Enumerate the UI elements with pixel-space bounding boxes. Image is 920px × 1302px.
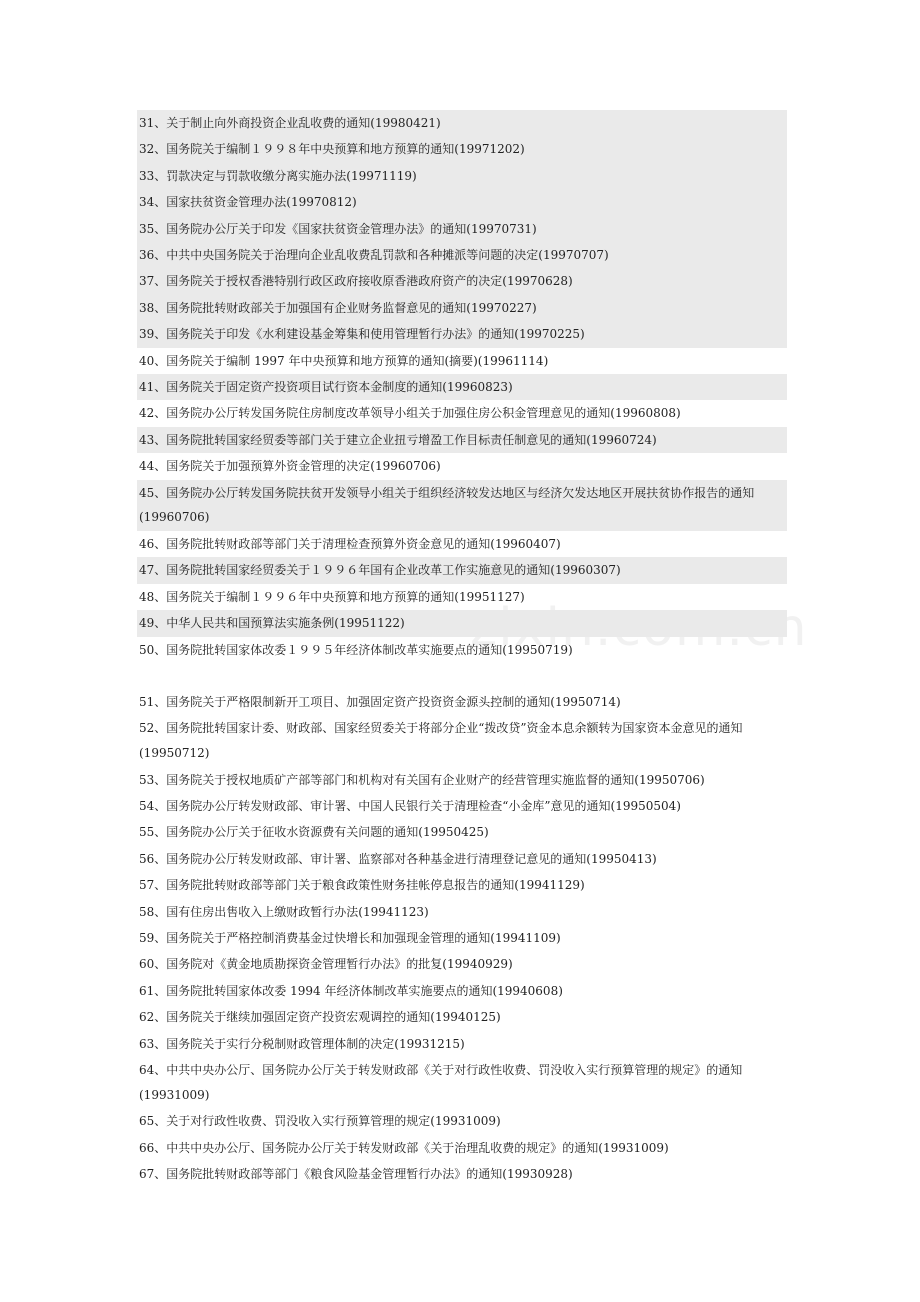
list-item: 53、国务院关于授权地质矿产部等部门和机构对有关国有企业财产的经营管理实施监督的通知(19950706): [139, 772, 705, 787]
list-item: 33、罚款决定与罚款收缴分离实施办法(19971119): [137, 163, 787, 189]
list-item: 52、国务院批转国家计委、财政部、国家经贸委关于将部分企业“拨改贷”资金本息余额转为国家资本金意见的通知(19950712): [139, 721, 743, 760]
list-item: 65、关于对行政性收费、罚没收入实行预算管理的规定(19931009): [139, 1114, 501, 1129]
list-item: 61、国务院批转国家体改委 1994 年经济体制改革实施要点的通知(19940608): [139, 983, 563, 998]
list-item: 45、国务院办公厅转发国务院扶贫开发领导小组关于组织经济较发达地区与经济欠发达地区开展扶贫协作报告的通知(19960706): [137, 480, 787, 531]
list-item: 39、国务院关于印发《水利建设基金筹集和使用管理暂行办法》的通知(19970225): [137, 321, 787, 347]
list-item: 57、国务院批转财政部等部门关于粮食政策性财务挂帐停息报告的通知(19941129): [139, 878, 585, 893]
list-item: 44、国务院关于加强预算外资金管理的决定(19960706): [139, 459, 441, 474]
list-item: 66、中共中央办公厅、国务院办公厅关于转发财政部《关于治理乱收费的规定》的通知(19931009): [139, 1140, 669, 1155]
list-item: 42、国务院办公厅转发国务院住房制度改革领导小组关于加强住房公积金管理意见的通知(19960808): [139, 406, 681, 421]
list-item: 35、国务院办公厅关于印发《国家扶贫资金管理办法》的通知(19970731): [137, 216, 787, 242]
list-item: 46、国务院批转财政部等部门关于清理检查预算外资金意见的通知(19960407): [139, 536, 561, 551]
list-item: 63、国务院关于实行分税制财政管理体制的决定(19931215): [139, 1036, 465, 1051]
list-item: 40、国务院关于编制 1997 年中央预算和地方预算的通知(摘要)(19961114): [139, 353, 549, 368]
list-item: 32、国务院关于编制１９９８年中央预算和地方预算的通知(19971202): [137, 136, 787, 162]
list-item: 34、国家扶贫资金管理办法(19970812): [137, 189, 787, 215]
list-item: 59、国务院关于严格控制消费基金过快增长和加强现金管理的通知(19941109): [139, 930, 561, 945]
list-item: 49、中华人民共和国预算法实施条例(19951122): [137, 610, 787, 636]
list-item: 55、国务院办公厅关于征收水资源费有关问题的通知(19950425): [139, 825, 489, 840]
list-item: 62、国务院关于继续加强固定资产投资宏观调控的通知(19940125): [139, 1010, 501, 1025]
list-item: 43、国务院批转国家经贸委等部门关于建立企业扭亏增盈工作目标责任制意见的通知(19960724): [137, 427, 787, 453]
list-item: 54、国务院办公厅转发财政部、审计署、中国人民银行关于清理检查“小金库”意见的通知(19950504): [139, 798, 681, 813]
list-item: 58、国有住房出售收入上缴财政暂行办法(19941123): [139, 904, 429, 919]
list-item: 31、关于制止向外商投资企业乱收费的通知(19980421): [137, 110, 787, 136]
list-item: 56、国务院办公厅转发财政部、审计署、监察部对各种基金进行清理登记意见的通知(19950413): [139, 851, 657, 866]
list-item: 37、国务院关于授权香港特别行政区政府接收原香港政府资产的决定(19970628): [137, 268, 787, 294]
list-item: 48、国务院关于编制１９９６年中央预算和地方预算的通知(19951127): [139, 589, 525, 604]
list-item: 60、国务院对《黄金地质勘探资金管理暂行办法》的批复(19940929): [139, 957, 513, 972]
section-spacer: [137, 663, 787, 689]
list-item: 67、国务院批转财政部等部门《粮食风险基金管理暂行办法》的通知(19930928): [139, 1166, 573, 1181]
list-item: 47、国务院批转国家经贸委关于１９９６年国有企业改革工作实施意见的通知(19960307): [137, 557, 787, 583]
list-item: 50、国务院批转国家体改委１９９５年经济体制改革实施要点的通知(19950719): [139, 642, 573, 657]
list-item: 64、中共中央办公厅、国务院办公厅关于转发财政部《关于对行政性收费、罚没收入实行预算管理的规定》的通知(19931009): [139, 1062, 743, 1102]
list-item: 51、国务院关于严格限制新开工项目、加强固定资产投资资金源头控制的通知(19950714): [139, 694, 621, 709]
document-list: [137, 110, 787, 1187]
list-item: 38、国务院批转财政部关于加强国有企业财务监督意见的通知(19970227): [137, 295, 787, 321]
list-item: 36、中共中央国务院关于治理向企业乱收费乱罚款和各种摊派等问题的决定(19970707): [137, 242, 787, 268]
list-item: 41、国务院关于固定资产投资项目试行资本金制度的通知(19960823): [137, 374, 787, 400]
